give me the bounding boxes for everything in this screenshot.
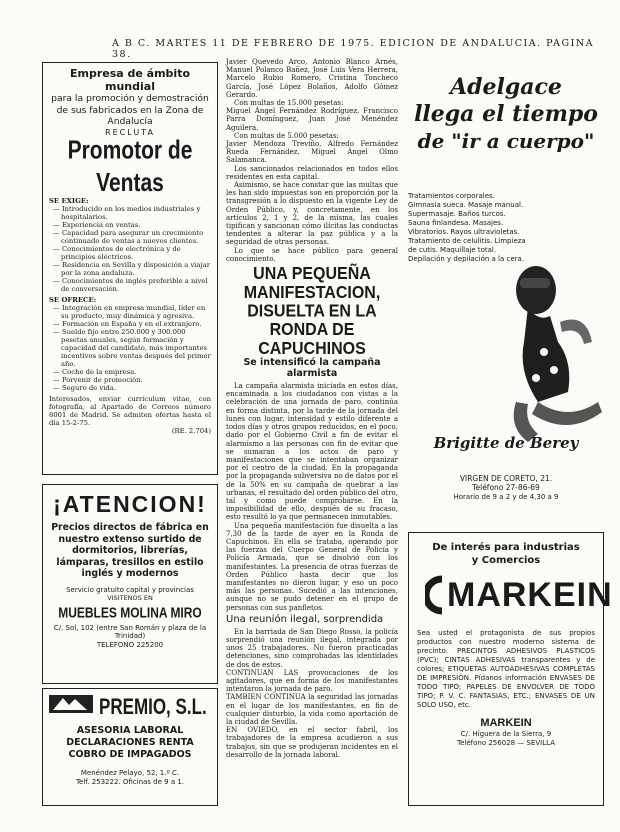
atencion-shop-name: MUEBLES MOLINA MIRO bbox=[58, 604, 202, 621]
ad-atencion bbox=[42, 484, 218, 684]
atencion-servicio: Servicio gratuito capital y provincias bbox=[66, 585, 194, 594]
exige-item: — Conocimientos de inglés preferible a nivel de conversación. bbox=[53, 277, 211, 293]
atencion-visitenos: VISITENOS EN bbox=[107, 594, 153, 602]
article-subheading: Una reunión ilegal, sorprendida bbox=[226, 613, 384, 625]
article-paragraph: Lo que se hace público para general conocimiento. bbox=[226, 246, 398, 263]
atencion-address: C/. Sol, 102 (entre San Román y plaza de la Trinidad) bbox=[53, 623, 207, 640]
ofrece-item: — Integración en empresa mundial, líder en su producto, muy dinámica y agresiva. bbox=[53, 304, 211, 320]
article-paragraph: Los sancionados relacionados en todos ellos residentes en esta capital. bbox=[226, 164, 398, 181]
markein-logo: MARKEIN bbox=[447, 576, 613, 614]
adelgace-hours: Horario de 9 a 2 y de 4,30 a 9 bbox=[453, 493, 559, 501]
markein-name: MARKEIN bbox=[480, 717, 532, 729]
premio-logo-icon bbox=[49, 693, 93, 715]
premio-line1: ASESORIA LABORAL bbox=[76, 725, 184, 736]
multa-names: Miguel Ángel Fernández Rodríguez, Francisco Parra Domínguez, Juan José Menéndez Aguilera. bbox=[226, 107, 398, 132]
markein-title-2: y Comercios bbox=[471, 555, 541, 566]
adelgace-brand: Brigitte de Berey bbox=[433, 434, 579, 452]
article-paragraph: CONTINUAN LAS provocaciones de los agitadores, que en forma de los manifestantes intentaron la jornada de paro. bbox=[226, 668, 398, 694]
page-header: A B C. MARTES 11 DE FEBRERO DE 1975. EDICION DE ANDALUCIA. PAGINA 38. bbox=[112, 38, 595, 60]
ofrece-item: — Sueldo fijo entre 250.000 y 300.000 pesetas anuales, según formación y capacidad del candidato, más importantes incentivos sobre ventas después del primer año. bbox=[53, 328, 211, 368]
ofrece-item: — Seguro de vida. bbox=[53, 384, 211, 392]
ad-premio bbox=[42, 688, 218, 806]
exige-heading: SE EXIGE: bbox=[49, 196, 89, 205]
adelgace-address: VIRGEN DE CORETO, 21. bbox=[459, 474, 553, 483]
article-names: Javier Quevedo Arco, Antonio Blanco Arnés, Manuel Polanco Bañez, José Luis Vera Herrera, Marcelo Rubio Romero, Cristina Toncheco García, José López Bolaños, Adolfo Gómez Gerardo. bbox=[226, 58, 398, 99]
ad-empresa-recluta: RECLUTA bbox=[105, 127, 155, 137]
ad-adelgace bbox=[406, 62, 606, 517]
ofrece-item: — Coche de la empresa. bbox=[53, 368, 211, 376]
ad-empresa bbox=[42, 62, 218, 475]
article-column bbox=[226, 58, 398, 759]
exige-item: — Conocimientos de electrónica y de principios eléctricos. bbox=[53, 245, 211, 261]
adelgace-title-3: de "ir a cuerpo" bbox=[417, 129, 595, 153]
atencion-title: ¡ATENCION! bbox=[53, 491, 207, 517]
ofrece-item: — Porvenir de promoción. bbox=[53, 376, 211, 384]
article-paragraph: La campaña alarmista iniciada en estos días, encaminada a los ciudadanos con vistas a la celebración de una jornada de paro, continúa en forma distinta, por la tarde de la jornada del lunes con lugar, intensidad y estilo diferente a todos días y otros grupos reducidos, en el poco, dado por el Gobierno Civil a fin de evitar el alarmismo a las personas con fin de evitar que se sumaran a los actos de paro y manifestaciones que se intentaban organizar por el centro de la ciudad. En la propaganda por la propaganda subversiva no de datos por el de la 50% en su campaña de quebrar a las urbanas, el resultado del orden público del otro, tal y como puede comprobarse. En la imposibilidad de ello, después de su fracaso, esto resultó lo ya que permanecen inmutables. bbox=[226, 382, 398, 522]
article-paragraph: EN OVIEDO, en el sector fabril, los trabajadores de la empresa acudieron a sus trabajos, sin que se produjeran incidentes en el desarrollo de la jornada laboral. bbox=[226, 726, 398, 759]
woman-illustration bbox=[498, 252, 608, 452]
article-paragraph: En la barriada de San Diego Rosso, la policía sorprendió una reunión ilegal, integrada por unos 25 trabajadores. No fueron practicadas detenciones, sino comprobadas las identidades de dos de estos. bbox=[226, 627, 398, 669]
multa-heading: Con multas de 15.000 pesetas: bbox=[234, 99, 344, 108]
ad-markein bbox=[408, 532, 613, 806]
exige-item: — Introducido en los medios industriales y hospitalarios. bbox=[53, 205, 211, 221]
exige-item: — Capacidad para asegurar un crecimiento continuado de ventas a nuevos clientes. bbox=[53, 229, 211, 245]
markein-body: Sea usted el protagonista de sus propios productos con nuestro moderno sistema de precinto. PRECINTOS ADHESIVOS PLASTICOS (PVC); CINTAS ADHESIVAS transparentes y de colores; ETIQUETAS AUTOADHESIVAS COMPLETAS DE IMPRESIÓN. Pídanos información ENVASES DE TODO TIPO; PAPELES DE ENVOLVER DE TODO TIPO; P. V. C. FANTASIAS, ETC.; ENVASES DE UN SOLO USO, etc. bbox=[417, 629, 595, 709]
article-paragraph: Una pequeña manifestación fue disuelta a las 7,30 de la tarde de ayer en la Ronda de Capuchinos. En ella se trataba, operando por las fuerzas del Cuerpo General de Policía y Policía Armada, que se disolvió con los manifestantes. La presencia de otras fuerzas de Orden Público hasta decir que los manifestantes no dieron lugar, y eso un poco más las personas. Sucedió a las intenciones, aunque no se pudo detener en el grupo de personas con sus panfletos. bbox=[226, 521, 398, 612]
markein-title: De interés para industrias bbox=[432, 542, 580, 553]
article-subhead: Se intensificó la campaña alarmista bbox=[243, 357, 381, 380]
ofrece-heading: SE OFRECE: bbox=[49, 295, 97, 304]
premio-line3: COBRO DE IMPAGADOS bbox=[68, 749, 192, 760]
ad-empresa-ref: (RE. 2.704) bbox=[171, 426, 211, 435]
article-paragraph: Asimismo, se hace constar que las multas que les han sido impuestas son en proporción por la transgresión a lo dispuesto en la vigente Ley de Orden Público, y, concretamente, en los artículos 2, 1 y 2, de la misma, las cuales tipifican y sancionan cómo ilícitas las conductas tendentes a alterar la paz pública y a la seguridad de otras personas. bbox=[226, 181, 398, 247]
atencion-phone: TELEFONO 225200 bbox=[96, 640, 164, 649]
premio-address: Menéndez Pelayo, 52, 1.º C. bbox=[80, 769, 180, 777]
ad-empresa-footer: Interesados, enviar currículum vitae, con fotografía, al Apartado de Correos número 8001 de Madrid. Se admiten ofertas hasta el día 15-2-75. bbox=[49, 394, 211, 427]
article-headline: UNA PEQUEÑA MANIFESTACION, DISUELTA EN LA RONDA DE CAPUCHINOS bbox=[243, 264, 381, 359]
premio-phone: Telf. 253222. Oficinas de 9 a 1. bbox=[75, 778, 185, 786]
exige-item: — Experiencia en ventas. bbox=[53, 221, 211, 229]
adelgace-body: Tratamientos corporales. Gimnasia sueca. Masaje manual. Supermasaje. Baños turcos. Sauna finlandesa. Masajes. Vibratorios. Rayos ultravioletas. Tratamiento de celulitis. Limpieza de cutis. Maquillaje total. Depilación y depilación a la cera. bbox=[408, 192, 526, 263]
ad-empresa-promotor: Promotor de Ventas bbox=[67, 135, 193, 197]
multa-names: Javier Mendoza Treviño, Alfredo Fernández Rueda Fernández, Miguel Ángel Olmo Salamanca. bbox=[226, 140, 398, 165]
markein-address: C/. Higuera de la Sierra, 9 bbox=[460, 730, 552, 738]
article-paragraph: TAMBIEN CONTINUA la seguridad las jornadas en el lugar de los manifestantes, en fin de cualquier disturbio, la vida como aportación de la ciudad de Sevilla. bbox=[226, 693, 398, 726]
markein-phone: Teléfono 256028 — SEVILLA bbox=[457, 739, 555, 747]
atencion-body: Precios directos de fábrica en nuestro extenso surtido de dormitorios, librerías, lámparas, tresillos en estilo inglés y modernos bbox=[51, 522, 209, 579]
ad-empresa-subtitle: para la promoción y demostración de sus fabricados en la Zona de Andalucía bbox=[51, 93, 209, 127]
adelgace-phone: Teléfono 27-86-69 bbox=[472, 483, 540, 492]
premio-line2: DECLARACIONES RENTA bbox=[66, 737, 194, 748]
exige-item: — Residencia en Sevilla y disposición a viajar por la zona andaluza. bbox=[53, 261, 211, 277]
adelgace-title: Adelgace bbox=[450, 74, 562, 100]
adelgace-title-2: llega el tiempo bbox=[414, 101, 598, 127]
multa-heading: Con multas de 5.000 pesetas: bbox=[234, 131, 339, 140]
ofrece-item: — Formación en España y en el extranjero. bbox=[53, 320, 211, 328]
premio-name: PREMIO, S.L. bbox=[99, 694, 207, 719]
ad-empresa-title: Empresa de ámbito mundial bbox=[69, 67, 191, 93]
